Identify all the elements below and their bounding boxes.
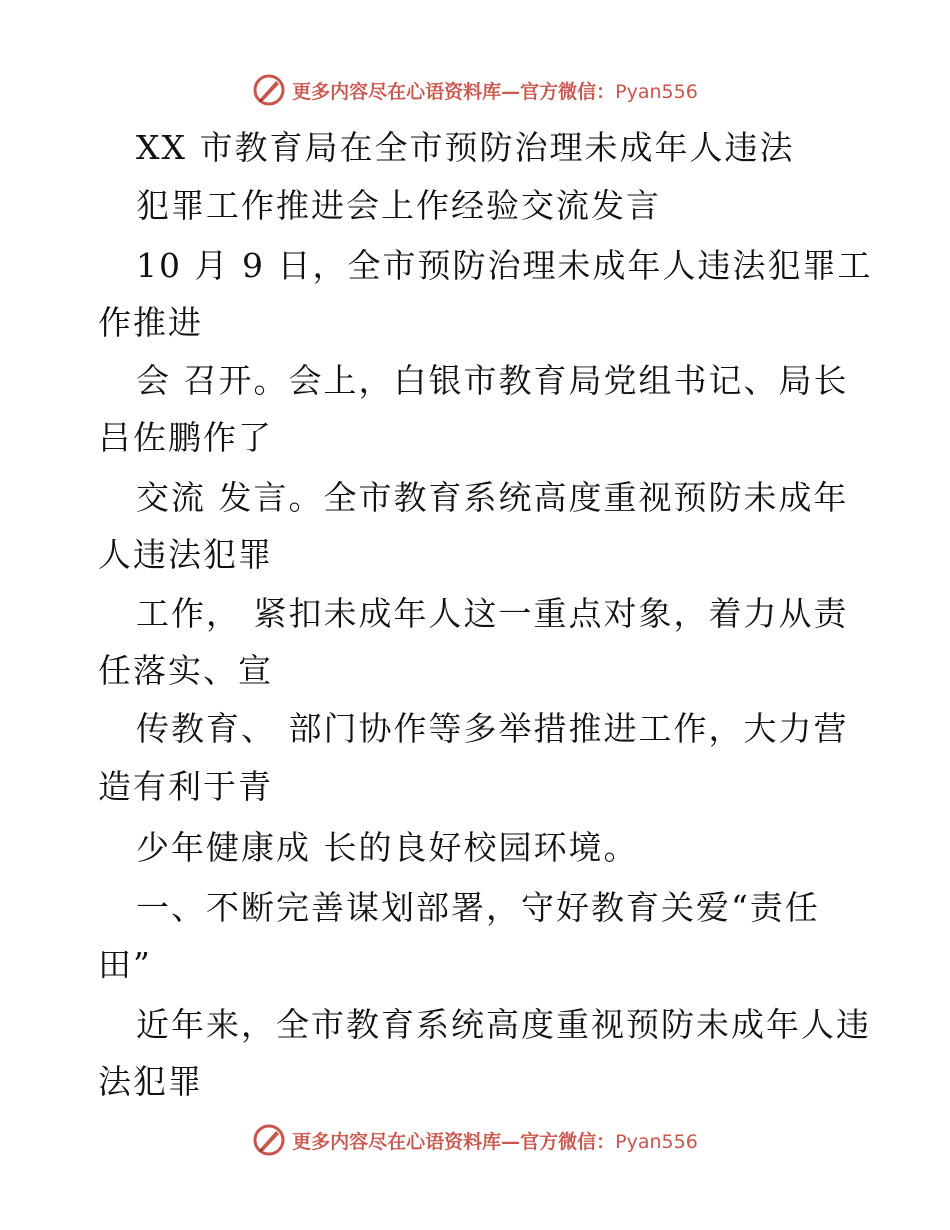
body-line: 少年健康成 长的良好校园环境。 — [136, 828, 639, 867]
body-line: 作推进 — [98, 303, 203, 342]
body-line: 工作， 紧扣未成年人这一重点对象，着力从责 — [136, 594, 849, 633]
body-line: 吕佐鹏作了 — [98, 418, 273, 457]
body-line: 法犯罪 — [98, 1062, 203, 1101]
body-line: 10 月 9 日，全市预防治理未成年人违法犯罪工 — [136, 246, 873, 285]
watermark-label: 更多内容尽在心语资料库—官方微信： — [292, 1130, 616, 1153]
body-line: 传教育、 部门协作等多举措推进工作，大力营 — [136, 709, 849, 748]
section-heading-1: 一、不断完善谋划部署，守好教育关爱“责任 — [136, 888, 820, 927]
quill-logo-icon — [252, 1123, 286, 1157]
body-line: 人违法犯罪 — [98, 535, 273, 574]
body-line: 造有利于青 — [98, 767, 273, 806]
body-line: 任落实、宣 — [98, 651, 273, 690]
title-line-2: 犯罪工作推进会上作经验交流发言 — [136, 186, 661, 225]
title-line-1: XX 市教育局在全市预防治理未成年人违法 — [136, 128, 795, 167]
watermark-text — [292, 77, 698, 104]
footer-watermark — [0, 1120, 950, 1160]
section-heading-1-cont: 田” — [98, 945, 152, 984]
header-watermark — [0, 70, 950, 110]
quill-logo-icon — [252, 73, 286, 107]
body-line: 近年来，全市教育系统高度重视预防未成年人违 — [136, 1005, 871, 1044]
watermark-text — [292, 1127, 698, 1154]
body-line: 交流 发言。全市教育系统高度重视预防未成年 — [136, 478, 849, 517]
watermark-label: 更多内容尽在心语资料库—官方微信： — [292, 80, 616, 103]
watermark-handle: Pyan556 — [615, 80, 698, 103]
watermark-handle: Pyan556 — [615, 1130, 698, 1153]
body-line: 会 召开。会上，白银市教育局党组书记、局长 — [136, 361, 849, 400]
